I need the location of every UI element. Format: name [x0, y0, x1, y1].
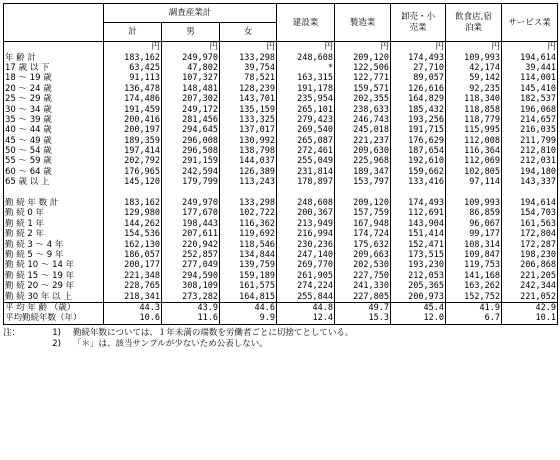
tenure-row-value: 200,367: [277, 208, 335, 218]
age-row-value: 47,802: [162, 63, 220, 73]
age-row: [4, 104, 558, 114]
summary-row-label: 平均勤続年数（年）: [5, 313, 82, 324]
tenure-row-value: 205,365: [391, 281, 446, 291]
age-row-value: 194,614: [502, 52, 558, 62]
age-row-value: 296,008: [162, 136, 220, 146]
tenure-row-value: 308,109: [162, 281, 220, 291]
spacer-row: [4, 187, 558, 197]
summary-row: [4, 302, 558, 313]
unit-cell: 円: [391, 42, 446, 53]
tenure-row-value: 202,530: [335, 260, 391, 270]
tenure-row-value: 252,857: [162, 250, 220, 260]
age-row-label: 35 〜 39 歳: [5, 114, 52, 125]
tenure-row-value: 157,759: [335, 208, 391, 218]
age-row-value: 238,633: [335, 104, 391, 114]
tenure-row-value: 175,632: [335, 239, 391, 249]
header-total: 計: [104, 23, 162, 42]
age-row-label: 年 齢 計: [5, 52, 36, 63]
tenure-row-value: 164,815: [220, 291, 277, 302]
tenure-row-value: 249,970: [162, 198, 220, 208]
spacer-cell: [391, 187, 446, 197]
age-row-value: 182,537: [502, 94, 558, 104]
tenure-row-value: 109,993: [446, 198, 502, 208]
age-row-value: 294,645: [162, 125, 220, 135]
tenure-row-value: 194,614: [502, 198, 558, 208]
age-row: [4, 177, 558, 187]
age-row-label: 25 〜 29 歳: [5, 94, 52, 105]
tenure-row-value: 212,053: [391, 271, 446, 281]
age-row-value: 211,799: [502, 136, 558, 146]
age-row-value: 269,540: [277, 125, 335, 135]
age-row-value: 272,461: [277, 146, 335, 156]
tenure-row-value: 159,189: [220, 271, 277, 281]
summary-row-value: 44.6: [220, 302, 277, 313]
tenure-row-value: 129,980: [104, 208, 162, 218]
age-row-value: 39,441: [502, 63, 558, 73]
tenure-row-value: 99,177: [446, 229, 502, 239]
age-row-value: 137,017: [220, 125, 277, 135]
summary-row-value: 41.9: [446, 302, 502, 313]
age-row-value: 144,037: [220, 156, 277, 166]
unit-cell: 円: [220, 42, 277, 53]
unit-cell: 円: [104, 42, 162, 53]
age-row-value: 225,968: [335, 156, 391, 166]
header-survey-total: 調査産業計: [104, 4, 277, 23]
unit-cell: 円: [446, 42, 502, 53]
wage-table: [3, 3, 558, 325]
tenure-row: [4, 250, 558, 260]
tenure-row-value: 273,282: [162, 291, 220, 302]
age-row-value: 159,571: [335, 84, 391, 94]
age-row-value: 122,771: [335, 73, 391, 83]
age-row: [4, 94, 558, 104]
age-row-value: 245,018: [335, 125, 391, 135]
tenure-row-value: 209,120: [335, 198, 391, 208]
tenure-row-value: 220,942: [162, 239, 220, 249]
tenure-row-value: 274,224: [277, 281, 335, 291]
summary-row-value: 43.9: [162, 302, 220, 313]
tenure-row-value: 172,287: [502, 239, 558, 249]
tenure-row-value: 167,948: [335, 219, 391, 229]
age-row-value: 191,459: [104, 104, 162, 114]
age-row-value: 115,995: [446, 125, 502, 135]
tenure-row-value: 163,262: [446, 281, 502, 291]
tenure-row-value: 218,341: [104, 291, 162, 302]
age-row-value: 248,608: [277, 52, 335, 62]
age-row-value: 39,754: [220, 63, 277, 73]
tenure-row-value: 102,722: [220, 208, 277, 218]
age-row-value: 112,069: [446, 156, 502, 166]
table-header: [4, 4, 558, 42]
age-row-value: 164,829: [391, 94, 446, 104]
corner-cell-2: [4, 23, 104, 42]
age-row-value: 174,493: [391, 52, 446, 62]
age-row: [4, 125, 558, 135]
age-row-value: 133,416: [391, 177, 446, 187]
header-manufacturing: 製造業: [335, 4, 391, 42]
summary-row-value: 11.6: [162, 313, 220, 324]
age-row-value: 191,178: [277, 84, 335, 94]
unit-cell: 円: [502, 42, 558, 53]
tenure-row-value: 221,052: [502, 291, 558, 302]
header-wholesale: 卸売・小売業: [391, 4, 446, 42]
age-row-value: 92,235: [446, 84, 502, 94]
spacer-label: [4, 187, 104, 197]
table-body: [4, 42, 558, 325]
tenure-row-label: 勤 続 1 年: [5, 218, 45, 229]
age-row-value: 27,710: [391, 63, 446, 73]
tenure-row: [4, 260, 558, 270]
age-row: [4, 52, 558, 62]
tenure-row: [4, 239, 558, 249]
unit-row: [4, 42, 558, 53]
age-row-value: 192,610: [391, 156, 446, 166]
age-row-value: 209,120: [335, 52, 391, 62]
age-row-value: 143,337: [502, 177, 558, 187]
age-row-value: 112,008: [446, 136, 502, 146]
tenure-row-value: 206,868: [502, 260, 558, 270]
tenure-row-value: 216,994: [277, 229, 335, 239]
tenure-row-value: 177,670: [162, 208, 220, 218]
age-row-value: 176,965: [104, 167, 162, 177]
summary-row-value: 45.4: [391, 302, 446, 313]
age-row-value: 207,302: [162, 94, 220, 104]
tenure-row-label: 勤 続 5 〜 9 年: [5, 250, 64, 260]
age-row-label: 45 〜 49 歳: [5, 135, 52, 146]
notes: [3, 328, 557, 350]
spacer-cell: [162, 187, 220, 197]
tenure-row-value: 139,759: [220, 260, 277, 270]
tenure-row-value: 109,847: [446, 250, 502, 260]
tenure-row: [4, 229, 558, 239]
tenure-row-value: 261,905: [277, 271, 335, 281]
tenure-row-value: 141,168: [446, 271, 502, 281]
age-row-value: 221,237: [335, 136, 391, 146]
tenure-row-value: 209,663: [335, 250, 391, 260]
age-row-value: 255,049: [277, 156, 335, 166]
header-male: 男: [162, 23, 220, 42]
age-row-value: 126,616: [391, 84, 446, 94]
age-row-value: 183,162: [104, 52, 162, 62]
tenure-row-value: 247,140: [277, 250, 335, 260]
age-row-value: 128,239: [220, 84, 277, 94]
age-row-value: 89,057: [391, 73, 446, 83]
age-row-value: 113,243: [220, 177, 277, 187]
unit-cell: 円: [162, 42, 220, 53]
age-row-value: 189,347: [335, 167, 391, 177]
age-row: [4, 73, 558, 83]
summary-row-value: 12.4: [277, 313, 335, 324]
tenure-row-value: 86,859: [446, 208, 502, 218]
age-row: [4, 63, 558, 73]
tenure-row-value: 183,162: [104, 198, 162, 208]
tenure-row: [4, 208, 558, 218]
age-row-value: 235,954: [277, 94, 335, 104]
age-row-value: 196,068: [502, 104, 558, 114]
tenure-row-value: 152,471: [391, 239, 446, 249]
age-row-value: 114,001: [502, 73, 558, 83]
age-row-label: 18 〜 19 歳: [5, 73, 52, 84]
unit-cell: 円: [335, 42, 391, 53]
tenure-row: [4, 281, 558, 291]
age-row-value: 176,629: [391, 136, 446, 146]
age-row-value: 212,810: [502, 146, 558, 156]
age-row-value: 249,172: [162, 104, 220, 114]
summary-row-value: 44.3: [104, 302, 162, 313]
age-row-value: 148,481: [162, 84, 220, 94]
tenure-row-label: 勤 続 年 数 計: [5, 198, 59, 209]
age-row-value: 116,364: [446, 146, 502, 156]
wage-table-document: [3, 3, 557, 350]
age-row-value: 145,120: [104, 177, 162, 187]
summary-row-value: 6.7: [446, 313, 502, 324]
tenure-row-value: 198,230: [502, 250, 558, 260]
age-row: [4, 115, 558, 125]
tenure-row-label: 勤 続 0 年: [5, 208, 45, 219]
summary-row-value: 9.9: [220, 313, 277, 324]
tenure-row-value: 269,770: [277, 260, 335, 270]
age-row-value: 130,992: [220, 136, 277, 146]
age-row-label: 65 歳 以 上: [5, 177, 50, 188]
tenure-row-value: 154,703: [502, 208, 558, 218]
age-row-value: 249,970: [162, 52, 220, 62]
tenure-row-value: 255,844: [277, 291, 335, 302]
age-row-value: 145,410: [502, 84, 558, 94]
age-row-value: 242,594: [162, 167, 220, 177]
age-row-value: *: [277, 63, 335, 73]
tenure-row-value: 221,348: [104, 271, 162, 281]
tenure-row-value: 198,443: [162, 219, 220, 229]
age-row-value: 136,478: [104, 84, 162, 94]
tenure-row-value: 161,563: [502, 219, 558, 229]
summary-row-value: 10.6: [104, 313, 162, 324]
tenure-row-value: 143,904: [391, 219, 446, 229]
age-row-value: 118,858: [446, 104, 502, 114]
tenure-row-value: 154,536: [104, 229, 162, 239]
age-row-value: 209,630: [335, 146, 391, 156]
tenure-row-value: 133,298: [220, 198, 277, 208]
tenure-row: [4, 291, 558, 302]
age-row-value: 202,355: [335, 94, 391, 104]
age-row-value: 179,799: [162, 177, 220, 187]
age-row: [4, 136, 558, 146]
tenure-row-value: 230,236: [277, 239, 335, 249]
tenure-row-label: 勤 続 15 〜 19 年: [5, 270, 75, 281]
tenure-row-value: 174,493: [391, 198, 446, 208]
summary-row-label: 平 均 年 齢 （歳）: [4, 302, 104, 313]
age-row-label: 20 〜 24 歳: [5, 83, 52, 94]
age-row-value: 191,715: [391, 125, 446, 135]
tenure-row-value: 294,590: [162, 271, 220, 281]
tenure-row-value: 162,130: [104, 239, 162, 249]
age-row-value: 202,792: [104, 156, 162, 166]
tenure-row-label: 勤 続 3 〜 4 年: [5, 239, 64, 250]
tenure-row-value: 144,262: [104, 219, 162, 229]
age-row-label: 50 〜 54 歳: [5, 146, 52, 157]
age-row-value: 296,508: [162, 146, 220, 156]
unit-row-label: [4, 42, 104, 53]
age-row-label: 55 〜 59 歳: [5, 156, 52, 167]
age-row-value: 97,114: [446, 177, 502, 187]
header-food-lodging: 飲食店,宿泊業: [446, 4, 502, 42]
age-row-value: 133,298: [220, 52, 277, 62]
age-row-value: 159,662: [391, 167, 446, 177]
tenure-row-value: 119,753: [446, 260, 502, 270]
age-row-value: 118,340: [446, 94, 502, 104]
tenure-row-value: 96,067: [446, 219, 502, 229]
summary-row-value: 49.7: [335, 302, 391, 313]
tenure-row-value: 174,724: [335, 229, 391, 239]
tenure-row-value: 118,546: [220, 239, 277, 249]
tenure-row-value: 227,805: [335, 291, 391, 302]
age-row-value: 135,159: [220, 104, 277, 114]
tenure-row-value: 277,049: [162, 260, 220, 270]
tenure-row-value: 151,414: [391, 229, 446, 239]
tenure-row-value: 112,691: [391, 208, 446, 218]
age-row: [4, 156, 558, 166]
age-row: [4, 146, 558, 156]
age-row-value: 279,423: [277, 115, 335, 125]
tenure-row-value: 200,973: [391, 291, 446, 302]
tenure-row-value: 186,057: [104, 250, 162, 260]
age-row: [4, 167, 558, 177]
age-row-value: 138,798: [220, 146, 277, 156]
note-2: 2) 「＊」は、該当サンプルが少ないため公表しない。: [52, 338, 268, 349]
age-row-value: 153,797: [335, 177, 391, 187]
age-row-value: 189,359: [104, 136, 162, 146]
tenure-row-label: 勤 続 2 年: [5, 229, 45, 240]
header-construction: 建設業: [277, 4, 335, 42]
summary-row: [4, 313, 558, 324]
corner-cell: [4, 4, 104, 23]
tenure-row: [4, 271, 558, 281]
age-row-value: 78,521: [220, 73, 277, 83]
summary-row-value: 42.9: [502, 302, 558, 313]
summary-row-value: 12.0: [391, 313, 446, 324]
age-row-value: 59,142: [446, 73, 502, 83]
age-row-label: 30 〜 34 歳: [5, 104, 52, 115]
age-row-value: 178,897: [277, 177, 335, 187]
summary-row-value: 44.8: [277, 302, 335, 313]
tenure-row: [4, 198, 558, 208]
age-row-value: 193,256: [391, 115, 446, 125]
tenure-row-label: 勤 続 20 〜 29 年: [5, 281, 75, 292]
age-row-value: 143,701: [220, 94, 277, 104]
age-row-value: 102,805: [446, 167, 502, 177]
age-row-label: 17 歳 以 下: [5, 62, 50, 73]
tenure-row-value: 221,205: [502, 271, 558, 281]
age-row-value: 214,657: [502, 115, 558, 125]
tenure-row-value: 213,949: [277, 219, 335, 229]
tenure-row-value: 193,230: [391, 260, 446, 270]
unit-cell: 円: [277, 42, 335, 53]
age-row-value: 187,654: [391, 146, 446, 156]
tenure-row-value: 173,515: [391, 250, 446, 260]
header-female: 女: [220, 23, 277, 42]
tenure-row: [4, 219, 558, 229]
summary-row-value: 10.1: [502, 313, 558, 324]
age-row-value: 122,506: [335, 63, 391, 73]
age-row-value: 231,814: [277, 167, 335, 177]
age-row: [4, 84, 558, 94]
age-row-value: 174,486: [104, 94, 162, 104]
spacer-cell: [446, 187, 502, 197]
age-row-label: 60 〜 64 歳: [5, 166, 52, 177]
tenure-row-value: 108,314: [446, 239, 502, 249]
age-row-value: 163,315: [277, 73, 335, 83]
summary-row-value: 15.3: [335, 313, 391, 324]
age-row-value: 107,327: [162, 73, 220, 83]
age-row-value: 194,180: [502, 167, 558, 177]
tenure-row-value: 134,844: [220, 250, 277, 260]
age-row-value: 109,993: [446, 52, 502, 62]
spacer-cell: [502, 187, 558, 197]
age-row-value: 200,197: [104, 125, 162, 135]
age-row-value: 42,174: [446, 63, 502, 73]
notes-prefix: 注：: [3, 327, 21, 338]
age-row-value: 291,159: [162, 156, 220, 166]
age-row-value: 246,743: [335, 115, 391, 125]
tenure-row-value: 161,575: [220, 281, 277, 291]
tenure-row-value: 241,330: [335, 281, 391, 291]
age-row-value: 197,414: [104, 146, 162, 156]
tenure-row-value: 228,765: [104, 281, 162, 291]
age-row-value: 118,779: [446, 115, 502, 125]
tenure-row-value: 116,362: [220, 219, 277, 229]
tenure-row-value: 200,177: [104, 260, 162, 270]
tenure-row-value: 152,752: [446, 291, 502, 302]
tenure-row-label: 勤 続 10 〜 14 年: [5, 260, 75, 271]
spacer-cell: [220, 187, 277, 197]
age-row-value: 265,101: [277, 104, 335, 114]
tenure-row-value: 172,804: [502, 229, 558, 239]
tenure-row-value: 119,692: [220, 229, 277, 239]
age-row-value: 185,432: [391, 104, 446, 114]
spacer-cell: [335, 187, 391, 197]
spacer-cell: [277, 187, 335, 197]
tenure-row-value: 242,344: [502, 281, 558, 291]
tenure-row-value: 227,750: [335, 271, 391, 281]
age-row-label: 40 〜 44 歳: [5, 125, 52, 136]
age-row-value: 126,389: [220, 167, 277, 177]
age-row-value: 63,425: [104, 63, 162, 73]
age-row-value: 212,031: [502, 156, 558, 166]
tenure-row-value: 248,608: [277, 198, 335, 208]
tenure-row-value: 207,611: [162, 229, 220, 239]
age-row-value: 216,035: [502, 125, 558, 135]
tenure-row-label: 勤 続 30 年 以 上: [5, 291, 72, 302]
spacer-cell: [104, 187, 162, 197]
header-services: サービス業: [502, 4, 558, 42]
age-row-value: 265,087: [277, 136, 335, 146]
age-row-value: 281,456: [162, 115, 220, 125]
age-row-value: 91,113: [104, 73, 162, 83]
note-1: 注： 1) 勤続年数については、１年未満の端数を労働者ごとに切捨てとしている。: [3, 327, 354, 338]
age-row-value: 200,416: [104, 115, 162, 125]
age-row-value: 133,325: [220, 115, 277, 125]
